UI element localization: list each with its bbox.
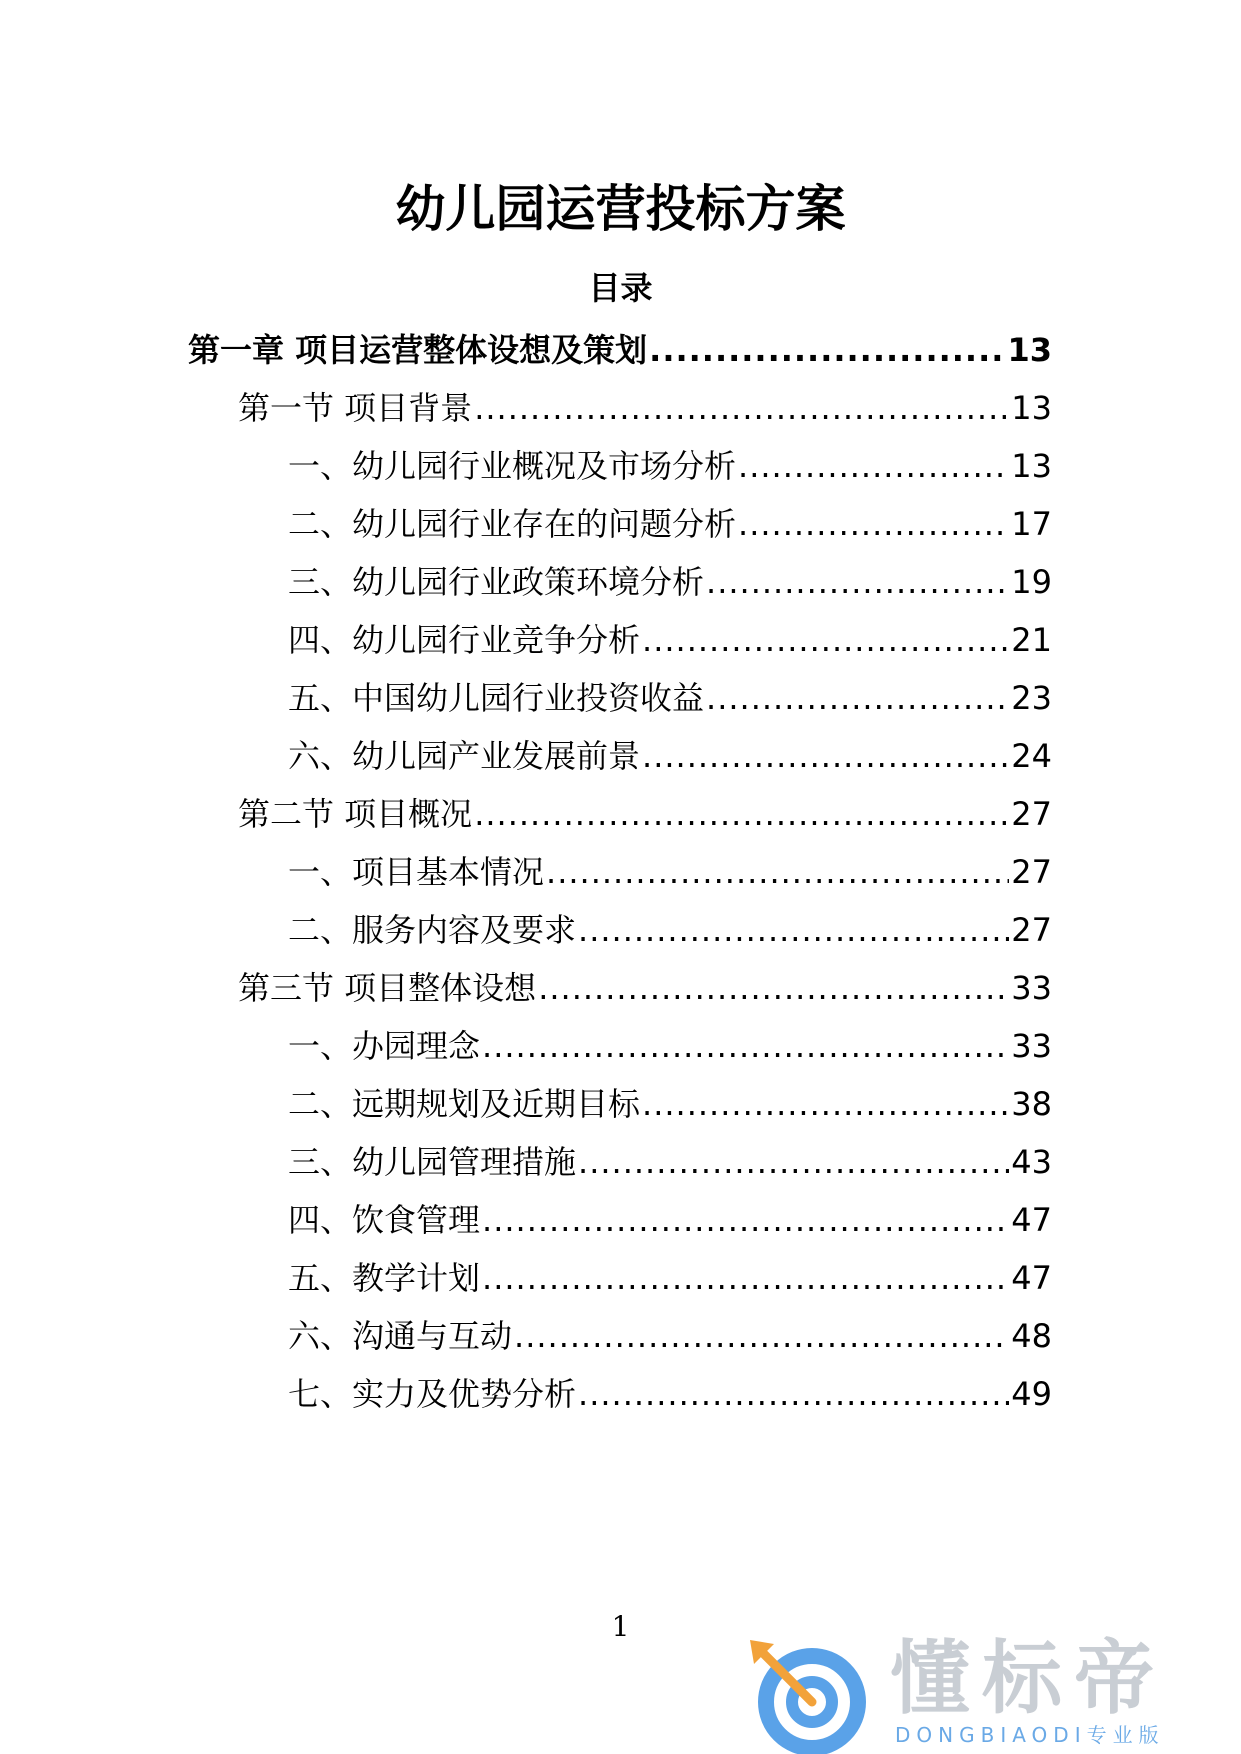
page-number: 1 [611, 1610, 630, 1643]
toc-entry[interactable] [288, 850, 1052, 894]
toc-dot-leader [482, 1024, 1009, 1068]
toc-entry-page: 17 [1011, 505, 1052, 543]
toc-entry-label: 六、幼儿园产业发展前景 [288, 737, 641, 775]
toc-heading: 目录 [588, 269, 653, 307]
toc-entry[interactable] [288, 908, 1052, 952]
toc-dot-leader [514, 1314, 1009, 1358]
toc-entry-label: 三、幼儿园行业政策环境分析 [288, 563, 705, 601]
toc-entry-label: 一、办园理念 [288, 1027, 481, 1065]
toc-entry[interactable] [288, 734, 1052, 778]
toc-entry[interactable] [288, 444, 1052, 488]
toc-entry-label: 六、沟通与互动 [288, 1317, 513, 1355]
toc-entry[interactable] [288, 1372, 1052, 1416]
document-title: 幼儿园运营投标方案 [395, 180, 846, 238]
toc-dot-leader [738, 444, 1009, 488]
toc-entry-page: 24 [1011, 737, 1052, 775]
toc-entry-label: 一、幼儿园行业概况及市场分析 [288, 447, 737, 485]
toc-entry[interactable] [238, 386, 1052, 430]
toc-entry[interactable] [288, 1256, 1052, 1300]
toc-entry-page: 49 [1011, 1375, 1052, 1413]
toc-dot-leader [642, 618, 1009, 662]
toc-entry-label: 第一节 项目背景 [238, 389, 473, 427]
toc-entry-page: 33 [1011, 969, 1052, 1007]
toc-dot-leader [706, 676, 1009, 720]
toc-dot-leader [738, 502, 1009, 546]
toc-entry-label: 五、中国幼儿园行业投资收益 [288, 679, 705, 717]
toc-dot-leader [642, 734, 1009, 778]
toc-entry-page: 38 [1011, 1085, 1052, 1123]
toc-entry-label: 三、幼儿园管理措施 [288, 1143, 577, 1181]
toc-dot-leader [642, 1082, 1009, 1126]
toc-dot-leader [706, 560, 1009, 604]
toc-dot-leader [578, 908, 1009, 952]
watermark-subtitle: DONGBIAODI专业版 [895, 1723, 1165, 1747]
toc-dot-leader [482, 1198, 1009, 1242]
toc-entry-page: 27 [1011, 853, 1052, 891]
toc-entry-page: 13 [1011, 389, 1052, 427]
watermark-brand: 懂标帝 [890, 1632, 1166, 1725]
toc-entry-label: 二、远期规划及近期目标 [288, 1085, 641, 1123]
toc-entry-label: 四、幼儿园行业竞争分析 [288, 621, 641, 659]
toc-dot-leader [482, 1256, 1009, 1300]
toc-entry-label: 第三节 项目整体设想 [238, 969, 537, 1007]
toc-entry[interactable] [238, 966, 1052, 1010]
toc-dot-leader [546, 850, 1009, 894]
toc-entry-page: 13 [1011, 447, 1052, 485]
toc-entry[interactable] [288, 502, 1052, 546]
toc-dot-leader [649, 328, 1005, 372]
toc-entry-page: 33 [1011, 1027, 1052, 1065]
toc-entry-page: 21 [1011, 621, 1052, 659]
toc-entry-page: 43 [1011, 1143, 1052, 1181]
toc-dot-leader [578, 1372, 1009, 1416]
toc-entry-label: 五、教学计划 [288, 1259, 481, 1297]
toc-dot-leader [578, 1140, 1009, 1184]
toc-entry-page: 13 [1007, 331, 1052, 369]
toc-entry-label: 二、幼儿园行业存在的问题分析 [288, 505, 737, 543]
toc-entry-page: 27 [1011, 795, 1052, 833]
toc-entry-label: 第二节 项目概况 [238, 795, 473, 833]
toc-entry-label: 一、项目基本情况 [288, 853, 545, 891]
toc-entry[interactable] [288, 1314, 1052, 1358]
toc-entry-label: 四、饮食管理 [288, 1201, 481, 1239]
toc-entry-label: 二、服务内容及要求 [288, 911, 577, 949]
toc-entry[interactable] [288, 1024, 1052, 1068]
toc-entry-page: 23 [1011, 679, 1052, 717]
toc-entry-label: 七、实力及优势分析 [288, 1375, 577, 1413]
toc-entry[interactable] [238, 792, 1052, 836]
toc-dot-leader [474, 792, 1009, 836]
toc-dot-leader [474, 386, 1009, 430]
toc-entry-page: 47 [1011, 1259, 1052, 1297]
toc-entry[interactable] [288, 676, 1052, 720]
toc-entry[interactable] [288, 1082, 1052, 1126]
toc-entry-page: 48 [1011, 1317, 1052, 1355]
toc-entry-label: 第一章 项目运营整体设想及策划 [188, 331, 648, 369]
toc-entry[interactable] [288, 1140, 1052, 1184]
toc-dot-leader [538, 966, 1009, 1010]
toc-entry-page: 19 [1011, 563, 1052, 601]
toc-entry-page: 47 [1011, 1201, 1052, 1239]
watermark [740, 1630, 1240, 1754]
toc-entry-page: 27 [1011, 911, 1052, 949]
target-logo-icon [740, 1630, 870, 1754]
toc-entry[interactable] [288, 560, 1052, 604]
toc-entry[interactable] [288, 1198, 1052, 1242]
toc-entry[interactable] [288, 618, 1052, 662]
toc-entry[interactable] [188, 328, 1052, 372]
